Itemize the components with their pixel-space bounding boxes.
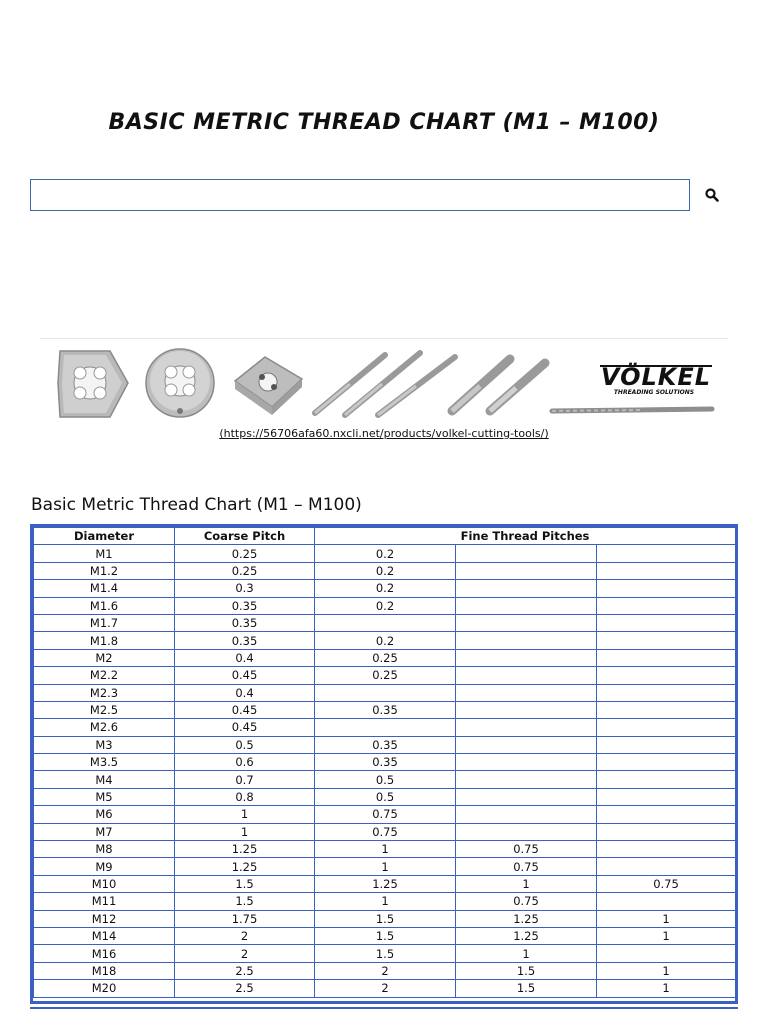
table-cell: 1: [597, 927, 736, 944]
table-cell: 0.35: [175, 614, 315, 631]
table-cell: 2: [175, 927, 315, 944]
square-die-icon: [235, 357, 302, 415]
table-cell: 1.25: [315, 875, 456, 892]
column-header-coarse-pitch: Coarse Pitch: [175, 528, 315, 545]
table-cell: M8: [34, 841, 175, 858]
table-cell: [456, 545, 597, 562]
table-row: [34, 927, 736, 944]
table-row: [34, 754, 736, 771]
table-row: [34, 788, 736, 805]
thread-chart-table: [33, 527, 736, 998]
table-row: [34, 910, 736, 927]
table-cell: 1.5: [456, 980, 597, 997]
table-cell: 1: [597, 980, 736, 997]
table-cell: 0.45: [175, 667, 315, 684]
table-cell: 1.75: [175, 910, 315, 927]
table-cell: M20: [34, 980, 175, 997]
page-title: BASIC METRIC THREAD CHART (M1 – M100): [108, 110, 660, 135]
search-button[interactable]: [700, 184, 724, 206]
table-cell: M1.8: [34, 632, 175, 649]
table-cell: [597, 614, 736, 631]
table-row: [34, 962, 736, 979]
table-cell: 0.4: [175, 684, 315, 701]
table-cell: [597, 788, 736, 805]
table-cell: [456, 771, 597, 788]
table-cell: 2.5: [175, 980, 315, 997]
table-row: [34, 545, 736, 562]
table-cell: [456, 736, 597, 753]
table-cell: [456, 719, 597, 736]
table-cell: 0.35: [315, 701, 456, 718]
table-row: [34, 597, 736, 614]
table-cell: M1.2: [34, 562, 175, 579]
table-cell: 0.35: [315, 754, 456, 771]
table-cell: 0.2: [315, 597, 456, 614]
table-cell: 1.25: [175, 841, 315, 858]
table-cell: 0.75: [456, 841, 597, 858]
table-cell: 0.75: [315, 806, 456, 823]
volkel-logo: [596, 359, 716, 399]
table-cell: 0.35: [315, 736, 456, 753]
table-row: [34, 614, 736, 631]
table-cell: [456, 597, 597, 614]
table-cell: 2: [315, 980, 456, 997]
table-cell: [597, 684, 736, 701]
table-cell: [456, 788, 597, 805]
product-banner[interactable]: [40, 338, 728, 425]
table-cell: [597, 701, 736, 718]
table-cell: 1.25: [175, 858, 315, 875]
table-cell: 0.75: [315, 823, 456, 840]
table-cell: [597, 545, 736, 562]
table-cell: 1: [597, 962, 736, 979]
thread-chart-table-frame: [30, 524, 738, 1004]
table-cell: M4: [34, 771, 175, 788]
table-cell: 2: [175, 945, 315, 962]
table-cell: [597, 945, 736, 962]
table-cell: 0.75: [456, 858, 597, 875]
table-cell: 1.5: [315, 910, 456, 927]
table-cell: 1: [315, 841, 456, 858]
brand-tagline: THREADING SOLUTIONS: [613, 389, 695, 396]
table-cell: [456, 614, 597, 631]
table-cell: [315, 614, 456, 631]
table-cell: [597, 771, 736, 788]
table-cell: 0.6: [175, 754, 315, 771]
table-cell: [597, 823, 736, 840]
table-cell: 0.25: [315, 649, 456, 666]
bottom-rule: [30, 1007, 738, 1009]
table-cell: 1: [175, 823, 315, 840]
section-heading: Basic Metric Thread Chart (M1 – M100): [31, 495, 362, 515]
table-cell: [456, 632, 597, 649]
table-cell: M2.5: [34, 701, 175, 718]
table-cell: 0.3: [175, 580, 315, 597]
table-row: [34, 649, 736, 666]
table-row: [34, 736, 736, 753]
table-cell: [456, 684, 597, 701]
table-cell: [315, 684, 456, 701]
table-cell: 0.45: [175, 719, 315, 736]
table-cell: [597, 736, 736, 753]
table-cell: [597, 667, 736, 684]
table-cell: [597, 580, 736, 597]
drill-icon: [552, 409, 712, 411]
table-cell: [456, 562, 597, 579]
table-cell: 1.5: [315, 927, 456, 944]
table-cell: 0.75: [456, 893, 597, 910]
table-cell: [597, 649, 736, 666]
table-cell: 1.5: [175, 893, 315, 910]
table-cell: 1: [456, 875, 597, 892]
table-cell: [597, 632, 736, 649]
table-cell: [597, 597, 736, 614]
table-cell: 0.8: [175, 788, 315, 805]
search-icon: [705, 188, 719, 202]
table-cell: M2.6: [34, 719, 175, 736]
table-cell: 1: [456, 945, 597, 962]
table-cell: [597, 562, 736, 579]
table-cell: M9: [34, 858, 175, 875]
table-cell: [597, 754, 736, 771]
round-die-icon: [146, 349, 214, 417]
table-row: [34, 945, 736, 962]
table-cell: M14: [34, 927, 175, 944]
table-cell: M5: [34, 788, 175, 805]
column-header-fine-thread-pitches: Fine Thread Pitches: [315, 528, 736, 545]
table-row: [34, 684, 736, 701]
table-row: [34, 719, 736, 736]
table-row: [34, 701, 736, 718]
table-cell: 0.35: [175, 632, 315, 649]
table-row: [34, 893, 736, 910]
table-cell: M3.5: [34, 754, 175, 771]
table-cell: 0.2: [315, 632, 456, 649]
table-cell: M1.7: [34, 614, 175, 631]
table-cell: 0.35: [175, 597, 315, 614]
table-cell: 0.25: [175, 562, 315, 579]
table-cell: 0.25: [175, 545, 315, 562]
table-cell: M2.3: [34, 684, 175, 701]
table-cell: M18: [34, 962, 175, 979]
table-cell: [456, 649, 597, 666]
table-cell: M10: [34, 875, 175, 892]
table-cell: [456, 667, 597, 684]
table-cell: 0.5: [315, 788, 456, 805]
table-cell: 1: [315, 858, 456, 875]
table-cell: [597, 719, 736, 736]
table-cell: M2: [34, 649, 175, 666]
table-cell: 1.5: [315, 945, 456, 962]
table-cell: 1.25: [456, 910, 597, 927]
table-cell: [597, 841, 736, 858]
table-cell: [315, 719, 456, 736]
table-cell: M1.4: [34, 580, 175, 597]
table-cell: 0.4: [175, 649, 315, 666]
table-cell: 1.5: [456, 962, 597, 979]
search-input[interactable]: [30, 179, 690, 211]
table-cell: 0.25: [315, 667, 456, 684]
table-cell: M6: [34, 806, 175, 823]
table-cell: 0.5: [175, 736, 315, 753]
table-row: [34, 841, 736, 858]
table-cell: [456, 806, 597, 823]
table-cell: 1: [597, 910, 736, 927]
table-cell: M16: [34, 945, 175, 962]
table-cell: 0.5: [315, 771, 456, 788]
hex-die-icon: [58, 351, 128, 417]
table-cell: [597, 858, 736, 875]
table-cell: 0.2: [315, 545, 456, 562]
table-row: [34, 632, 736, 649]
table-cell: M2.2: [34, 667, 175, 684]
table-cell: 0.45: [175, 701, 315, 718]
table-cell: M11: [34, 893, 175, 910]
table-cell: 0.75: [597, 875, 736, 892]
table-cell: 0.2: [315, 580, 456, 597]
table-cell: [597, 893, 736, 910]
table-cell: 1: [315, 893, 456, 910]
tap-icon: [315, 353, 545, 415]
table-cell: [456, 754, 597, 771]
table-cell: [456, 701, 597, 718]
table-row: [34, 980, 736, 997]
table-cell: [456, 823, 597, 840]
table-row: [34, 823, 736, 840]
brand-name: VÖLKEL: [600, 363, 712, 391]
table-cell: 0.2: [315, 562, 456, 579]
table-cell: 0.7: [175, 771, 315, 788]
table-row: [34, 875, 736, 892]
table-cell: 2.5: [175, 962, 315, 979]
table-row: [34, 667, 736, 684]
table-header-row: [34, 528, 736, 545]
table-cell: 1: [175, 806, 315, 823]
table-cell: M7: [34, 823, 175, 840]
table-cell: M3: [34, 736, 175, 753]
table-cell: 2: [315, 962, 456, 979]
table-cell: M12: [34, 910, 175, 927]
table-row: [34, 580, 736, 597]
column-header-diameter: Diameter: [34, 528, 175, 545]
table-row: [34, 562, 736, 579]
product-link[interactable]: (https://56706afa60.nxcli.net/products/volkel-cutting-tools/): [219, 427, 549, 440]
table-cell: M1.6: [34, 597, 175, 614]
table-cell: M1: [34, 545, 175, 562]
table-cell: [456, 580, 597, 597]
table-row: [34, 806, 736, 823]
table-row: [34, 771, 736, 788]
table-cell: 1.25: [456, 927, 597, 944]
table-cell: 1.5: [175, 875, 315, 892]
table-row: [34, 858, 736, 875]
table-cell: [597, 806, 736, 823]
